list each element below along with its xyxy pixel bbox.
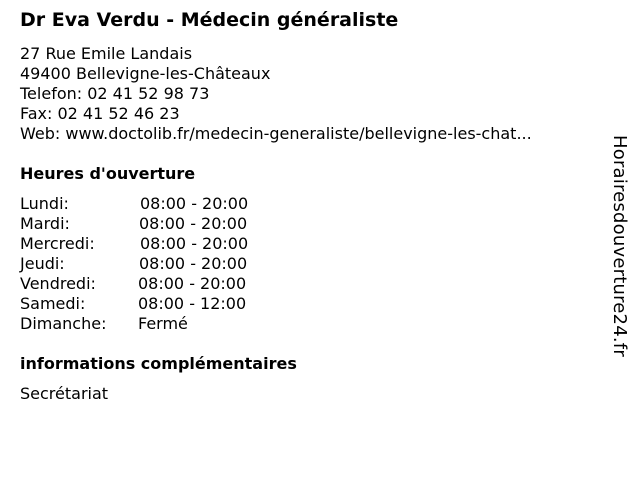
phone-number: Telefon: 02 41 52 98 73 <box>20 84 210 103</box>
hours-time: 08:00 - 20:00 <box>138 274 247 293</box>
street-address: 27 Rue Emile Landais <box>20 44 193 63</box>
site-watermark: Horairesdouverture24.fr <box>609 135 630 357</box>
hours-day: Samedi: <box>20 294 86 313</box>
hours-day: Mercredi: <box>20 234 95 253</box>
hours-time: 08:00 - 20:00 <box>139 254 248 273</box>
city-address: 49400 Bellevigne-les-Châteaux <box>20 64 271 83</box>
hours-day: Dimanche: <box>20 314 107 333</box>
hours-day: Lundi: <box>20 194 69 213</box>
hours-time: 08:00 - 20:00 <box>140 234 249 253</box>
page-title: Dr Eva Verdu - Médecin généraliste <box>20 9 399 31</box>
website-link[interactable]: Web: www.doctolib.fr/medecin-generaliste/bellevigne-les-chat... <box>20 124 532 143</box>
hours-time: Fermé <box>138 314 188 333</box>
fax-number: Fax: 02 41 52 46 23 <box>20 104 180 123</box>
hours-day: Jeudi: <box>20 254 65 273</box>
hours-time: 08:00 - 12:00 <box>138 294 247 313</box>
additional-info-item: Secrétariat <box>20 384 109 403</box>
hours-day: Mardi: <box>20 214 70 233</box>
address-block <box>20 44 532 144</box>
opening-hours-heading: Heures d'ouverture <box>20 164 196 183</box>
hours-time: 08:00 - 20:00 <box>140 194 249 213</box>
hours-day: Vendredi: <box>20 274 96 293</box>
additional-info-heading: informations complémentaires <box>20 354 297 373</box>
hours-time: 08:00 - 20:00 <box>139 214 248 233</box>
